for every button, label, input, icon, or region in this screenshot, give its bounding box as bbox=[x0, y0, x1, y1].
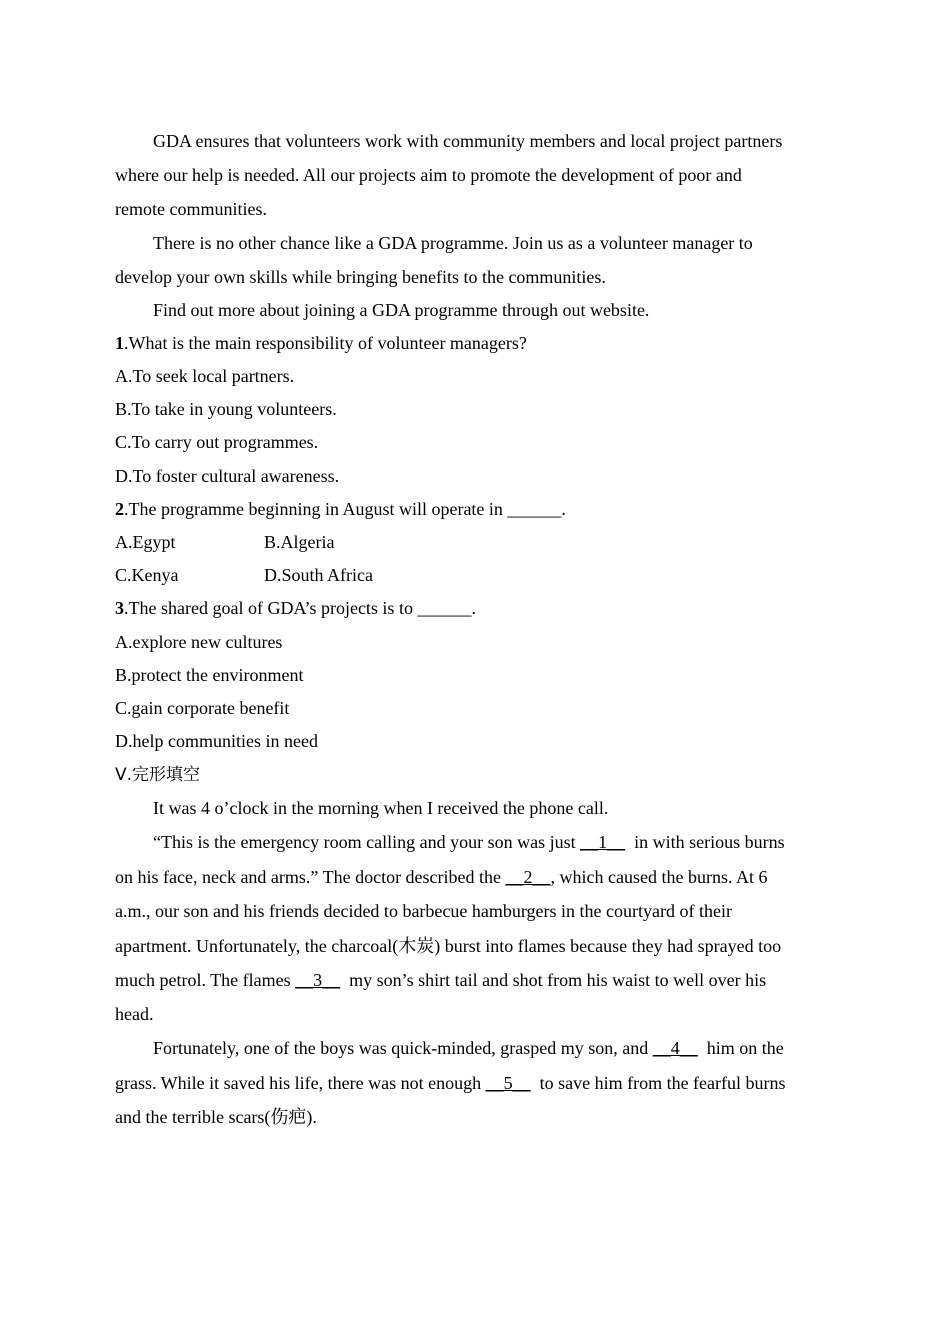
cloze-line-8: grass. While it saved his life, there was not enough __5__ to save him from the fearful burns bbox=[115, 1073, 786, 1093]
q3-option-d: D.help communities in need bbox=[115, 731, 318, 751]
q2-option-b: B.Algeria bbox=[264, 532, 335, 552]
question-stem: .The shared goal of GDA’s projects is to ______. bbox=[124, 598, 476, 618]
q3-option-b: B.protect the environment bbox=[115, 665, 304, 685]
cloze-line-4: apartment. Unfortunately, the charcoal(木炭) burst into flames because they had sprayed too bbox=[115, 936, 782, 956]
cloze-first-line: It was 4 o’clock in the morning when I received the phone call. bbox=[153, 798, 609, 818]
q2-option-a: A.Egypt bbox=[115, 532, 176, 552]
question-stem: .What is the main responsibility of volunteer managers? bbox=[124, 333, 527, 353]
passage-p1-line3: remote communities. bbox=[115, 199, 267, 219]
cloze-line-5: much petrol. The flames __3__ my son’s shirt tail and shot from his waist to well over his bbox=[115, 970, 767, 990]
question-number: 3 bbox=[115, 598, 124, 618]
q1-option-c: C.To carry out programmes. bbox=[115, 432, 319, 452]
q1-option-d: D.To foster cultural awareness. bbox=[115, 466, 340, 486]
q3-option-a: A.explore new cultures bbox=[115, 632, 283, 652]
passage-p2-line2: develop your own skills while bringing benefits to the communities. bbox=[115, 267, 606, 287]
q1-option-b: B.To take in young volunteers. bbox=[115, 399, 337, 419]
question-number: 2 bbox=[115, 499, 124, 519]
blank-4: __4__ bbox=[652, 1038, 698, 1058]
question-3 bbox=[115, 597, 476, 619]
passage-p1-line1: GDA ensures that volunteers work with community members and local project partners bbox=[153, 131, 783, 151]
cloze-line-1: “This is the emergency room calling and your son was just __1__ in with serious burns bbox=[153, 832, 785, 852]
cloze-line-7: Fortunately, one of the boys was quick-minded, grasped my son, and __4__ him on the bbox=[153, 1038, 784, 1058]
blank-3: __3__ bbox=[295, 970, 341, 990]
question-2 bbox=[115, 498, 566, 520]
q3-option-c: C.gain corporate benefit bbox=[115, 698, 290, 718]
cloze-line-2: on his face, neck and arms.” The doctor described the __2__, which caused the burns. At 6 bbox=[115, 867, 768, 887]
question-number: 1 bbox=[115, 333, 124, 353]
cloze-line-9: and the terrible scars(伤疤). bbox=[115, 1107, 317, 1127]
blank-2: __2__ bbox=[505, 867, 551, 887]
q2-option-d: D.South Africa bbox=[264, 565, 373, 585]
blank-5: __5__ bbox=[485, 1073, 531, 1093]
question-1 bbox=[115, 332, 527, 354]
q2-option-c: C.Kenya bbox=[115, 565, 179, 585]
blank-1: __1__ bbox=[580, 832, 626, 852]
q1-option-a: A.To seek local partners. bbox=[115, 366, 295, 386]
section-title: Ⅴ.完形填空 bbox=[115, 765, 201, 785]
passage-p2-line1: There is no other chance like a GDA programme. Join us as a volunteer manager to bbox=[153, 233, 753, 253]
passage-p3: Find out more about joining a GDA programme through out website. bbox=[153, 300, 650, 320]
passage-p1-line2: where our help is needed. All our projects aim to promote the development of poor and bbox=[115, 165, 742, 185]
cloze-line-6: head. bbox=[115, 1004, 154, 1024]
cloze-line-3: a.m., our son and his friends decided to barbecue hamburgers in the courtyard of their bbox=[115, 901, 732, 921]
question-stem: .The programme beginning in August will operate in ______. bbox=[124, 499, 566, 519]
